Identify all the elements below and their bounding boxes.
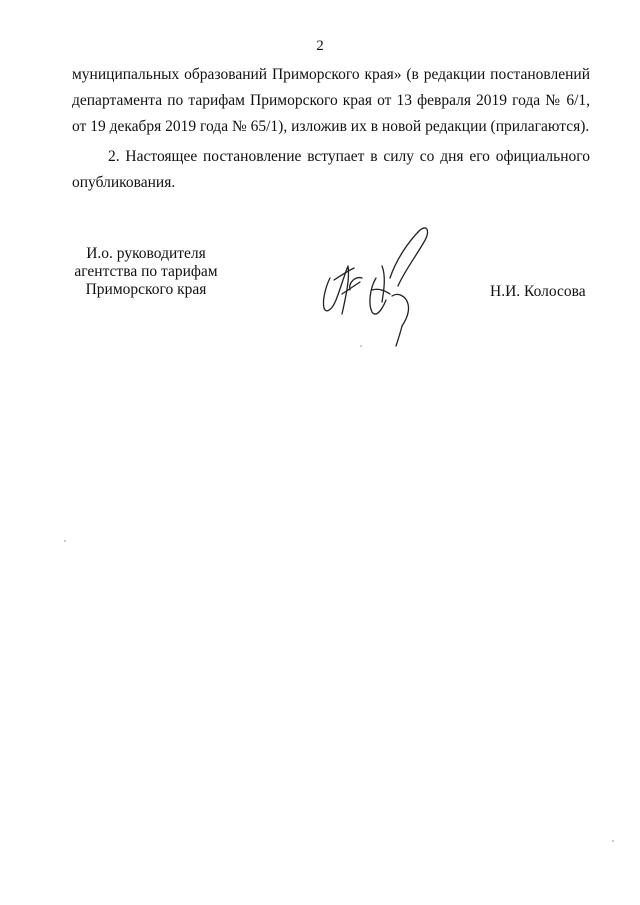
signatory-position xyxy=(66,245,226,299)
paragraph-line: 2. Настоящее постановление вступает в силу со дня его официального xyxy=(108,148,590,165)
signatory-name: Н.И. Колосова xyxy=(490,283,586,300)
paragraph-line: опубликования. xyxy=(72,174,176,191)
scan-speck xyxy=(360,345,362,347)
paragraph-line: департамента по тарифам Приморского края от 13 февраля 2019 года № 6/1, xyxy=(72,92,590,109)
page-number: 2 xyxy=(316,38,324,54)
paragraph-line: от 19 декабря 2019 года № 65/1), изложив их в новой редакции (прилагаются). xyxy=(72,118,590,135)
scan-speck xyxy=(612,840,614,842)
scan-speck xyxy=(64,540,66,542)
position-line: И.о. руководителя xyxy=(86,245,206,262)
position-line: Приморского края xyxy=(85,281,207,298)
paragraph-amendment xyxy=(72,62,590,140)
paragraph-effective-date xyxy=(72,144,590,196)
position-line: агентства по тарифам xyxy=(74,263,218,280)
paragraph-line: муниципальных образований Приморского края» (в редакции постановлений xyxy=(72,66,590,83)
handwritten-signature xyxy=(312,220,442,350)
